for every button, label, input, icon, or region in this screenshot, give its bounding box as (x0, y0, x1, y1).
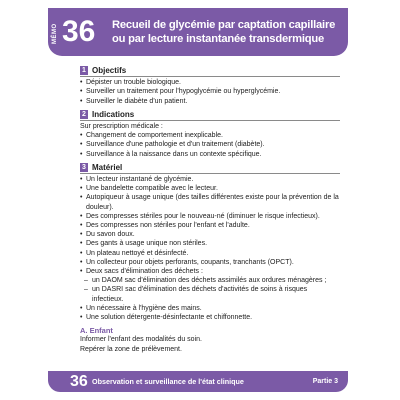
list-item: • Changement de comportement inexplicable. (80, 131, 340, 140)
section-materiel-title (80, 163, 340, 174)
section-number-badge: 3 (80, 163, 88, 172)
section-title-text: Objectifs (92, 66, 127, 75)
list-item: • Un collecteur pour objets perforants, coupants, tranchants (OPCT). (80, 258, 340, 267)
footer-part: Partie 3 (312, 378, 338, 385)
list-item: • Des compresses stériles pour le nouveau-né (diminuer le risque infectieux). (80, 212, 340, 221)
objectifs-list (80, 78, 340, 106)
list-item: • Un nécessaire à l'hygiène des mains. (80, 304, 340, 313)
page-footer (48, 371, 348, 392)
list-item: • Un lecteur instantané de glycémie. (80, 175, 340, 184)
memo-header (48, 8, 348, 56)
subsection-enfant-title: A. Enfant (80, 326, 113, 336)
list-item: • Une bandelette compatible avec le lecteur. (80, 184, 340, 193)
memo-number: 36 (62, 15, 96, 48)
list-item: • Des gants à usage unique non stériles. (80, 239, 340, 248)
memo-content (80, 62, 340, 354)
section-title-text: Indications (92, 109, 135, 119)
list-item: • Des compresses non stériles pour l'enfant et l'adulte. (80, 221, 340, 230)
indications-list (80, 131, 340, 159)
list-item: • Deux sacs d'élimination des déchets : (80, 267, 340, 276)
list-item: • Une solution détergente-désinfectante et chiffonnette. (80, 313, 340, 322)
section-number-badge: 1 (80, 66, 88, 75)
list-item: • Surveillance d'une pathologie et d'un traitement (diabète). (80, 140, 340, 149)
list-item: • Surveiller le diabète d'un patient. (80, 97, 340, 106)
list-item: • Dépister un trouble biologique. (80, 78, 340, 87)
section-title-text: Matériel (92, 162, 123, 172)
section-objectifs-title (80, 66, 340, 77)
list-item: • Un plateau nettoyé et désinfecté. (80, 249, 340, 258)
list-item: • Surveiller un traitement pour l'hypoglycémie ou hyperglycémie. (80, 87, 340, 96)
footer-number: 36 (70, 373, 88, 390)
memo-tag: MÉMO (52, 23, 58, 45)
list-subitem: – un DAOM sac d'élimination des déchets assimilés aux ordures ménagères ; (80, 276, 340, 285)
section-indications-title (80, 110, 340, 121)
page-title: Recueil de glycémie par captation capillaire ou par lecture instantanée transdermique (112, 19, 336, 45)
footer-chapter-title: Observation et surveillance de l'état clinique (92, 377, 244, 386)
indications-intro: Sur prescription médicale : (80, 123, 163, 131)
list-subitem: – un DASRI sac d'élimination des déchets d'activités de soins à risques infectieux. (80, 285, 340, 303)
section-number-badge: 2 (80, 110, 88, 119)
list-item: • Autopiqueur à usage unique (des tailles différentes existe pour la prévention de la douleur). (80, 193, 340, 211)
list-item: • Surveillance à la naissance dans un contexte spécifique. (80, 150, 340, 159)
materiel-list (80, 175, 340, 322)
enfant-line: Repérer la zone de prélèvement. (80, 345, 182, 353)
enfant-line: Informer l'enfant des modalités du soin. (80, 336, 202, 344)
list-item: • Du savon doux. (80, 230, 340, 239)
